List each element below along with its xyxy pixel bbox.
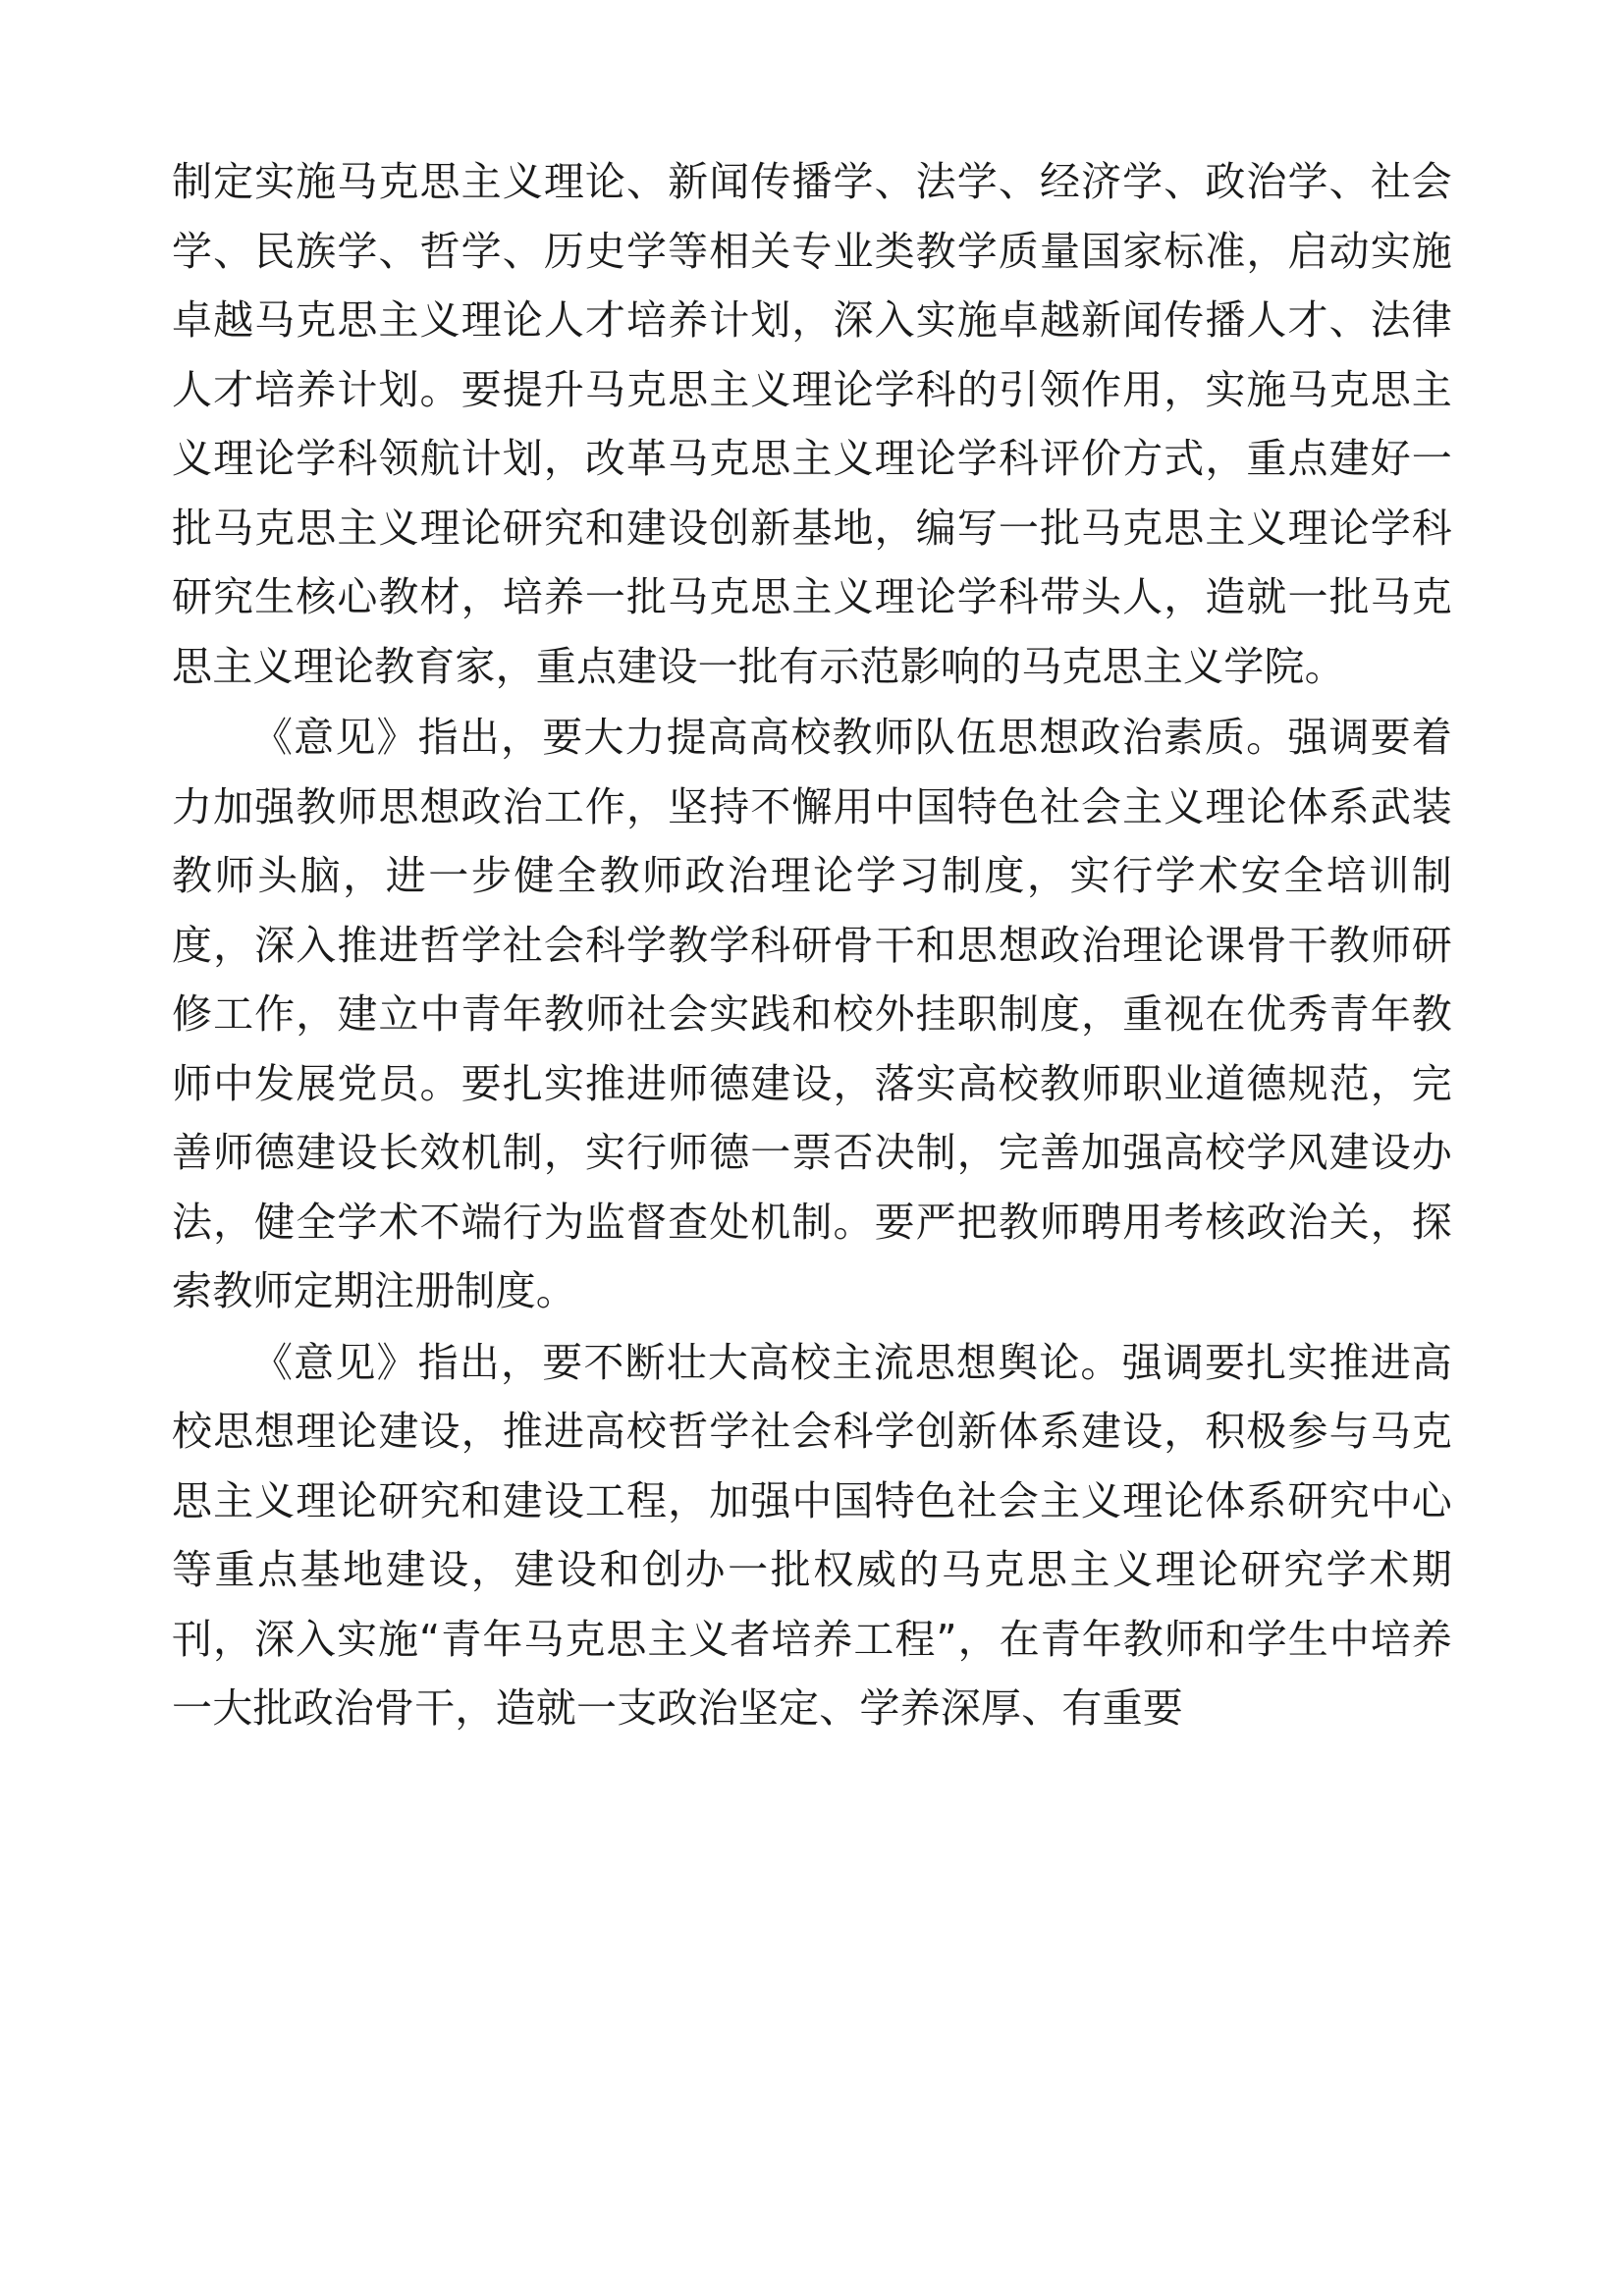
paragraph-3: 《意见》指出，要不断壮大高校主流思想舆论。强调要扎实推进高校思想理论建设，推进高校哲学社会科学创新体系建设，积极参与马克思主义理论研究和建设工程，加强中国特色社会主义理论体系研究中心等重点基地建设，建设和创办一批权威的马克思主义理论研究学术期刊，深入实施“青年马克思主义者培养工程”，在青年教师和学生中培养一大批政治骨干，造就一支政治坚定、学养深厚、有重要 xyxy=(172,1338,1452,1733)
document-body xyxy=(172,147,1452,1743)
paragraph-1: 制定实施马克思主义理论、新闻传播学、法学、经济学、政治学、社会学、民族学、哲学、历史学等相关专业类教学质量国家标准，启动实施卓越马克思主义理论人才培养计划，深入实施卓越新闻传播人才、法律人才培养计划。要提升马克思主义理论学科的引领作用，实施马克思主义理论学科领航计划，改革马克思主义理论学科评价方式，重点建好一批马克思主义理论研究和建设创新基地，编写一批马克思主义理论学科研究生核心教材，培养一批马克思主义理论学科带头人，造就一批马克思主义理论教育家，重点建设一批有示范影响的马克思主义学院。 xyxy=(172,158,1452,690)
paragraph-2: 《意见》指出，要大力提高高校教师队伍思想政治素质。强调要着力加强教师思想政治工作，坚持不懈用中国特色社会主义理论体系武装教师头脑，进一步健全教师政治理论学习制度，实行学术安全培训制度，深入推进哲学社会科学教学科研骨干和思想政治理论课骨干教师研修工作，建立中青年教师社会实践和校外挂职制度，重视在优秀青年教师中发展党员。要扎实推进师德建设，落实高校教师职业道德规范，完善师德建设长效机制，实行师德一票否决制，完善加强高校学风建设办法，健全学术不端行为监督查处机制。要严把教师聘用考核政治关，探索教师定期注册制度。 xyxy=(172,714,1452,1315)
